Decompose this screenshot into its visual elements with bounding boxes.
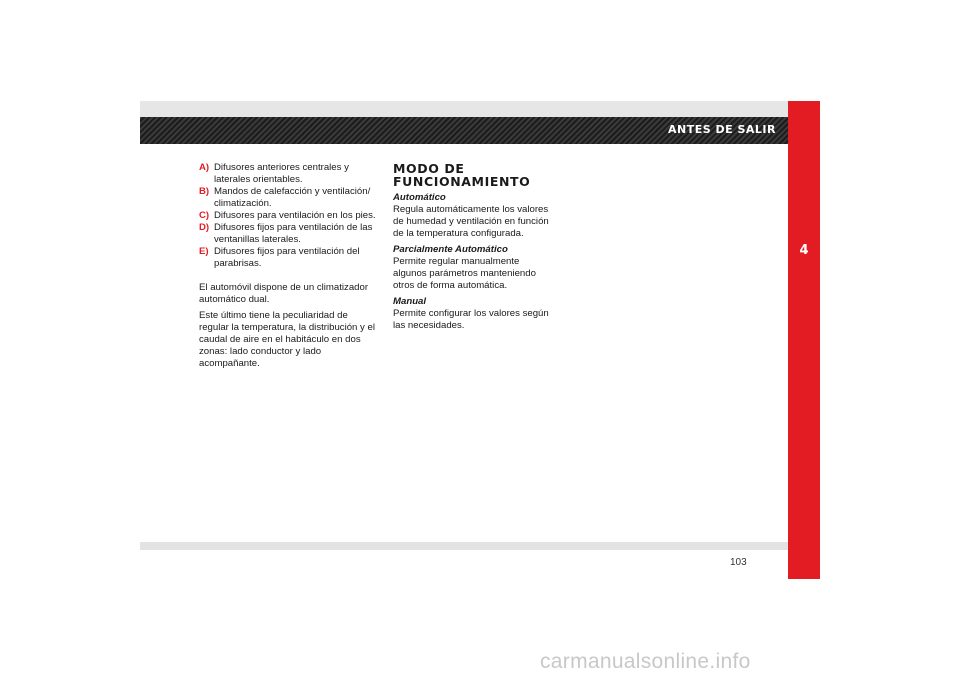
list-letter: A) [199,162,210,173]
watermark: carmanualsonline.info [540,650,751,673]
list-text: Difusores fijos para ventilación de las ventanillas laterales. [214,222,373,245]
list-letter: C) [199,210,210,221]
mode-heading: Automático [393,192,446,203]
chapter-tab [788,101,820,579]
list-text: Difusores para ventilación en los pies. [214,210,376,221]
body-paragraph: Este último tiene la peculiaridad de regular la temperatura, la distribución y el caudal de aire en el habitáculo en dos zonas: lado conductor y lado acompañante. [199,310,375,369]
list-item [199,186,377,210]
list-letter: E) [199,246,209,257]
left-column [199,162,377,374]
component-list [199,162,377,270]
list-letter: B) [199,186,210,197]
list-text: Difusores anteriores centrales y laterales orientables. [214,162,349,185]
page-number: 103 [730,557,747,568]
mode-description: Permite regular manualmente algunos parámetros manteniendo otros de forma automática. [393,256,536,291]
chapter-number: 4 [799,243,809,258]
right-column [393,162,553,332]
section-header-title: ANTES DE SALIR [668,123,776,136]
mode-description: Regula automáticamente los valores de humedad y ventilación en función de la temperatura configurada. [393,204,549,239]
mode-heading: Parcialmente Automático [393,244,508,255]
mode-description: Permite configurar los valores según las necesidades. [393,308,549,331]
header-band [140,117,788,144]
mode-heading: Manual [393,296,427,307]
list-item [199,210,377,222]
section-title: MODO DE FUNCIONAMIENTO [393,161,531,189]
list-letter: D) [199,222,210,233]
body-paragraph: El automóvil dispone de un climatizador automático dual. [199,282,369,305]
top-strip [140,101,788,117]
bottom-strip [140,542,788,550]
list-text: Mandos de calefacción y ventilación/ climatización. [214,186,371,209]
list-item [199,162,377,186]
list-text: Difusores fijos para ventilación del parabrisas. [214,246,360,269]
list-item [199,222,377,246]
list-item [199,246,377,270]
